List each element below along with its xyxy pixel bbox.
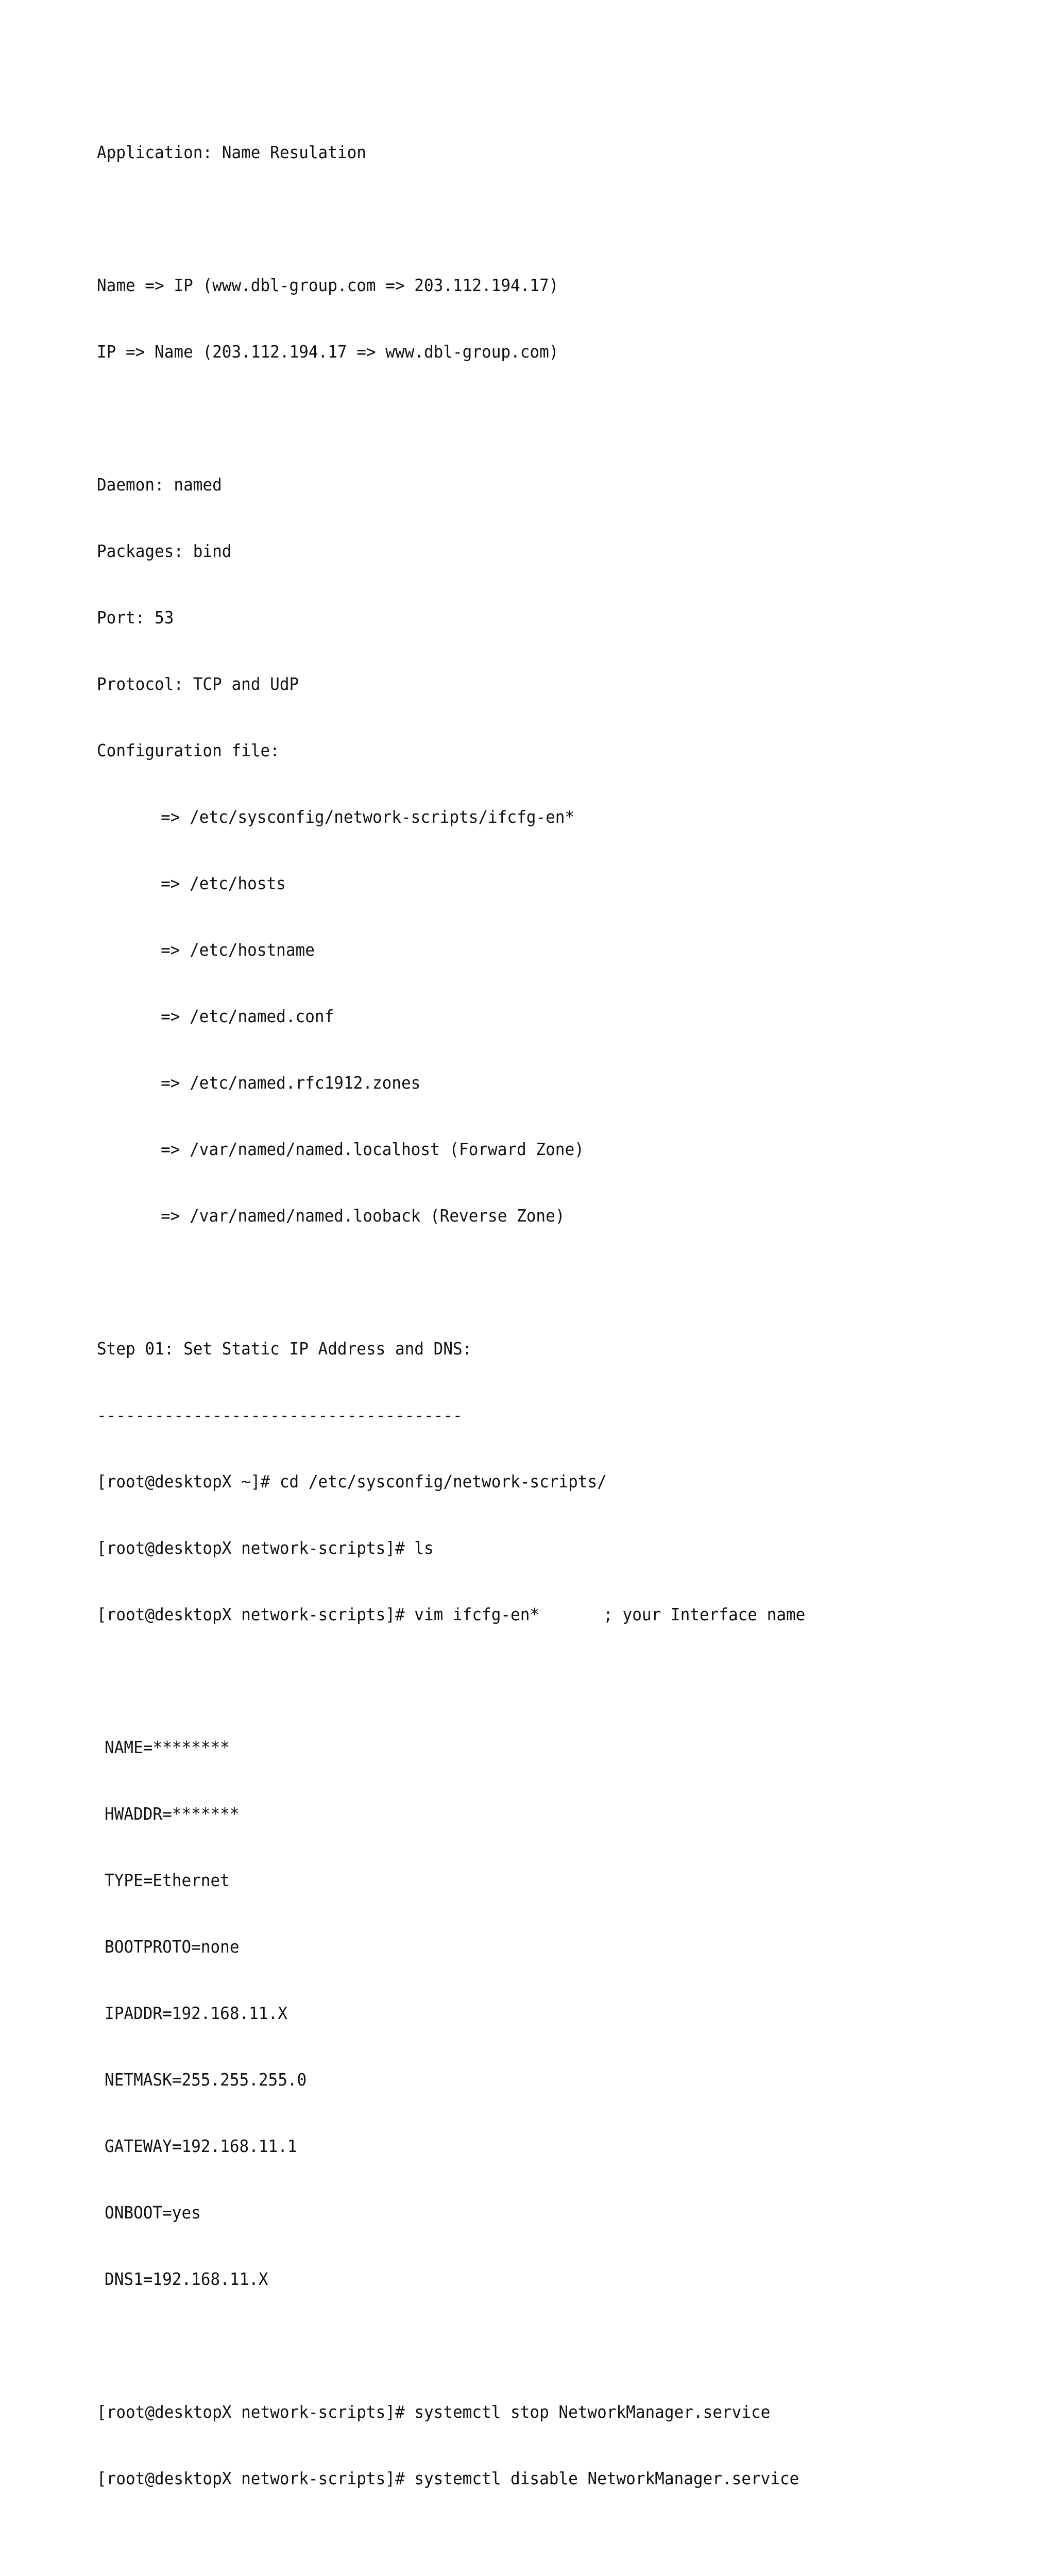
step1-title: Step 01: Set Static IP Address and DNS:	[97, 1338, 472, 1359]
step1-command: [root@desktopX network-scripts]# systemctl stop NetworkManager.service	[97, 2402, 771, 2422]
step1-command: [root@desktopX ~]# cd /etc/sysconfig/network-scripts/	[97, 1471, 607, 1492]
ifcfg-entry: GATEWAY=192.168.11.1	[105, 2136, 297, 2156]
config-file-item: => /etc/named.rfc1912.zones	[161, 1073, 421, 1093]
ifcfg-entry: HWADDR=*******	[105, 1804, 240, 1824]
config-file-item: => /etc/hostname	[161, 940, 315, 960]
step1-command: [root@desktopX network-scripts]# ls	[97, 1538, 434, 1558]
ifcfg-entry: NAME=********	[105, 1737, 230, 1757]
blank-line	[97, 2334, 978, 2357]
config-file-item: => /var/named/named.localhost (Forward Zone)	[161, 1139, 584, 1159]
step1-rule: --------------------------------------	[97, 1405, 463, 1425]
mapping-name-to-ip: Name => IP (www.dbl-group.com => 203.112.194.17)	[97, 275, 559, 295]
ifcfg-entry: DNS1=192.168.11.X	[105, 2269, 268, 2289]
blank-line	[97, 1670, 978, 1692]
daemon-line: Daemon: named	[97, 474, 222, 495]
command-text: [root@desktopX network-scripts]# vim ifcfg-en*	[97, 1604, 540, 1624]
step1-command-vim	[97, 1603, 978, 1625]
config-file-item: => /etc/named.conf	[161, 1006, 334, 1026]
command-comment: ; your Interface name	[603, 1604, 806, 1624]
step1-command: [root@desktopX network-scripts]# systemctl disable NetworkManager.service	[97, 2468, 799, 2488]
application-line: Application: Name Resulation	[97, 142, 366, 162]
ifcfg-entry: IPADDR=192.168.11.X	[105, 2003, 287, 2023]
blank-line	[97, 208, 978, 230]
port-line: Port: 53	[97, 607, 174, 628]
protocol-line: Protocol: TCP and UdP	[97, 674, 299, 694]
config-file-item: => /var/named/named.looback (Reverse Zone)	[161, 1206, 565, 1226]
mapping-ip-to-name: IP => Name (203.112.194.17 => www.dbl-group.com)	[97, 342, 559, 362]
ifcfg-entry: NETMASK=255.255.255.0	[105, 2070, 307, 2090]
config-file-item: => /etc/sysconfig/network-scripts/ifcfg-en*	[161, 807, 575, 827]
ifcfg-entry: BOOTPROTO=none	[105, 1937, 240, 1957]
document-body	[97, 97, 978, 2576]
packages-line: Packages: bind	[97, 541, 232, 561]
blank-line	[97, 407, 978, 429]
ifcfg-entry: TYPE=Ethernet	[105, 1870, 230, 1890]
ifcfg-entry: ONBOOT=yes	[105, 2202, 201, 2223]
blank-line	[97, 1271, 978, 1293]
config-label: Configuration file:	[97, 740, 280, 760]
config-file-item: => /etc/hosts	[161, 873, 286, 893]
blank-line	[97, 2534, 978, 2556]
